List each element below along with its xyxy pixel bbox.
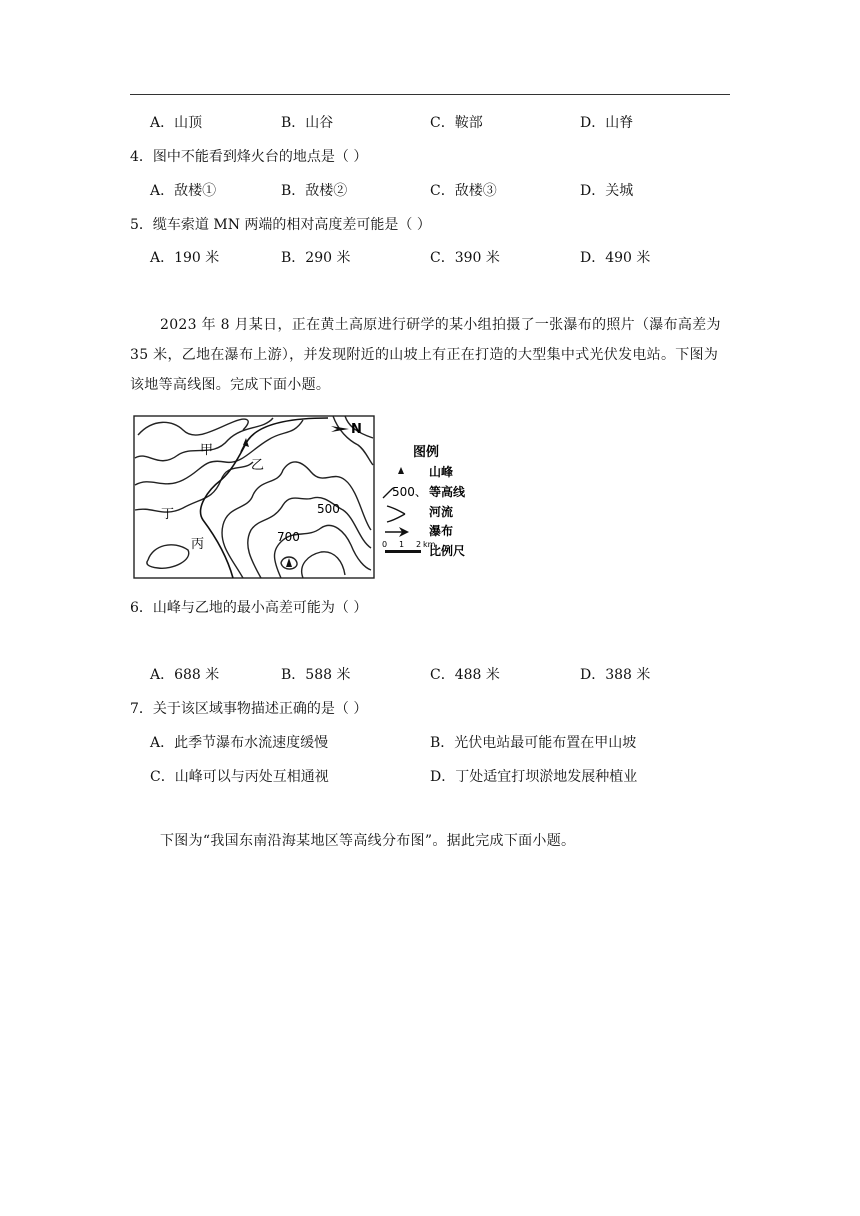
contour-line [302,552,345,578]
legend-peak: 山峰 [429,465,454,479]
label-jia: 甲 [200,443,214,458]
label-yi: 乙 [251,458,265,473]
contour-line [147,545,189,568]
q6-option-d: D．388 米 [580,667,651,683]
scale-tick-2: 2 [416,540,422,549]
legend-waterfall: 瀑布 [429,524,454,538]
q5-stem: 5．缆车索道 MN 两端的相对高度差可能是（ ） [130,217,431,233]
q4-option-d: D．关城 [580,183,634,199]
contour-line [135,462,253,512]
q7-option-d: D．丁处适宜打坝淤地发展种植业 [430,769,638,785]
scale-unit: km [423,540,436,549]
scale-tick-0: 0 [382,540,388,549]
passage-loess-waterfall: 2023 年 8 月某日，正在黄土高原进行研学的某小组拍摄了一张瀑布的照片（瀑布高差为 35 米，乙地在瀑布上游），并发现附近的山坡上有正在打造的大型集中式光伏发电站。下图为该地等高线图。完成下面小题。 [130,317,721,393]
q7-option-a: A．此季节瀑布水流速度缓慢 [150,735,329,751]
map-frame [134,416,374,578]
legend-contour-value: 500、 [392,485,427,499]
q3-option-c: C．鞍部 [430,115,483,131]
q7-option-c: C．山峰可以与丙处互相通视 [150,769,329,785]
scale-tick-1: 1 [399,540,405,549]
q5-option-c: C．390 米 [430,250,500,266]
legend-scale: 比例尺 [429,544,466,558]
q7-option-b: B．光伏电站最可能布置在甲山坡 [430,735,637,751]
contour-map-svg [133,410,485,580]
legend-river-icon [387,506,405,522]
contour-label-700: 700 [277,530,300,544]
q5-option-d: D．490 米 [580,250,651,266]
legend-title: 图例 [413,445,440,460]
q5-option-a: A．190 米 [150,250,220,266]
north-label: N [351,422,362,437]
header-rule [130,94,730,95]
q3-option-d: D．山脊 [580,115,634,131]
q4-stem: 4．图中不能看到烽火台的地点是（ ） [130,149,368,165]
q6-stem: 6．山峰与乙地的最小高差可能为（ ） [130,600,368,616]
north-arrow-icon [331,426,349,432]
contour-line [248,497,371,578]
q6-option-b: B．588 米 [281,667,351,683]
legend-scale-bar [385,550,421,553]
q4-option-c: C．敌楼③ [430,183,497,199]
q7-stem: 7．关于该区域事物描述正确的是（ ） [130,701,368,717]
q6-option-c: C．488 米 [430,667,500,683]
q3-option-a: A．山顶 [150,115,203,131]
q5-option-b: B．290 米 [281,250,351,266]
label-bing: 丙 [191,537,205,552]
q4-option-a: A．敌楼① [150,183,217,199]
legend-contour: 等高线 [429,485,466,499]
legend-peak-icon [398,467,404,474]
legend-river: 河流 [429,505,454,519]
q3-option-b: B．山谷 [281,115,334,131]
contour-map-figure [133,410,485,580]
contour-line [138,419,248,435]
label-ding: 丁 [161,507,175,522]
q4-option-b: B．敌楼② [281,183,348,199]
peak-icon [286,558,292,567]
contour-line [135,420,303,485]
contour-label-500: 500 [317,502,340,516]
passage-southeast-coast: 下图为“我国东南沿海某地区等高线分布图”。据此完成下面小题。 [160,833,576,849]
q6-option-a: A．688 米 [150,667,220,683]
